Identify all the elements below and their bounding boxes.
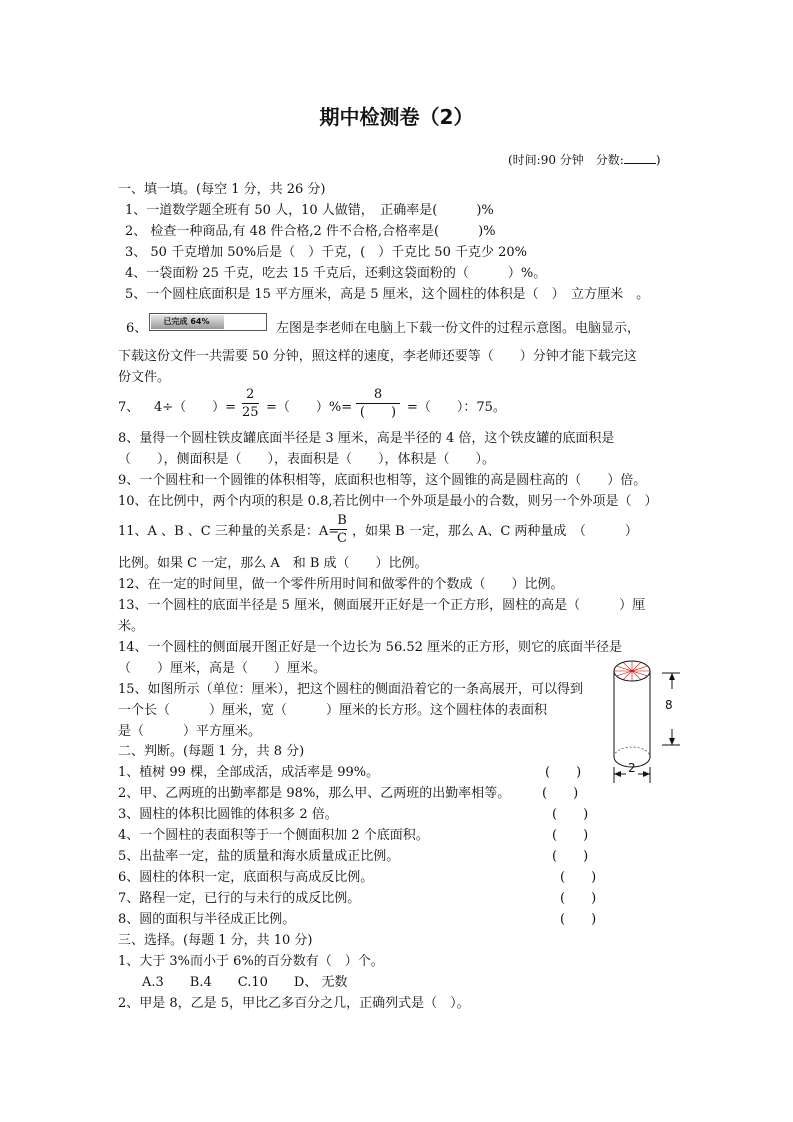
fraction-2-denominator: ( ) xyxy=(359,405,397,420)
question-1-6-text-c: 份文件。 xyxy=(118,370,171,385)
judge-item: 4、一个圆柱的表面积等于一个侧面积加 2 个底面积。 xyxy=(118,828,429,843)
question-1-9: 9、一个圆柱和一个圆锥的体积相等，底面积也相等，这个圆锥的高是圆柱高的（ ）倍。 xyxy=(118,473,647,488)
question-1-15-a: 15、如图所示（单位：厘米），把这个圆柱的侧面沿着它的一条高展开，可以得到 xyxy=(118,682,584,697)
fraction-b-numerator: B xyxy=(337,513,347,528)
fraction-b-bar xyxy=(337,529,347,530)
fraction-1-denominator: 25 xyxy=(242,405,259,420)
question-1-11-a: 11、A 、B 、C 三种量的关系是：A= xyxy=(118,524,340,539)
cylinder-diameter-label: 2 xyxy=(628,761,636,775)
question-1-6-number: 6、 xyxy=(126,321,148,336)
fraction-1-numerator: 2 xyxy=(246,387,255,402)
exam-meta xyxy=(508,151,661,168)
question-1-5: 5、一个圆柱底面积是 15 平方厘米，高是 5 厘米，这个圆柱的体积是（ ） 立方厘米 。 xyxy=(125,287,650,302)
progress-label: 已完成 64% xyxy=(163,317,210,326)
score-blank xyxy=(624,151,656,164)
question-1-15-c: 是（ ）平方厘米。 xyxy=(118,724,262,739)
question-1-6-text-b: 下载这份文件一共需要 50 分钟，照这样的速度，李老师还要等（ ）分钟才能下载完这 xyxy=(118,349,637,364)
question-1-8-a: 8、量得一个圆柱铁皮罐底面半径是 3 厘米，高是半径的 4 倍，这个铁皮罐的底面积是 xyxy=(118,431,615,446)
question-1-14-b: （ ）厘米，高是（ ）厘米。 xyxy=(118,661,327,676)
question-1-11-b: ，如果 B 一定，那么 A、C 两种量成 （ ） xyxy=(352,524,638,539)
question-1-7-part-a: 4÷（ ）= xyxy=(154,400,237,415)
question-1-11-fraction xyxy=(337,513,347,546)
question-1-8-b: （ ），侧面积是（ ），表面积是（ ），体积是（ ）。 xyxy=(118,452,496,467)
judge-item: 8、圆的面积与半径成正比例。 xyxy=(118,912,296,927)
question-1-13-b: 米。 xyxy=(118,619,145,634)
answer-paren[interactable]: ( ) xyxy=(545,765,582,780)
judge-item: 1、植树 99 棵，全部成活，成活率是 99%。 xyxy=(118,765,380,780)
question-1-7-fraction-1 xyxy=(242,387,259,420)
answer-paren[interactable]: ( ) xyxy=(542,786,579,801)
judge-item: 3、圆柱的体积比圆锥的体积多 2 倍。 xyxy=(118,807,338,822)
judge-item: 7、路程一定，已行的与未行的成反比例。 xyxy=(118,891,361,906)
question-1-10: 10、在比例中，两个内项的积是 0.8,若比例中一个外项是最小的合数，则另一个外项是（ ） xyxy=(118,494,658,509)
answer-paren[interactable]: ( ) xyxy=(560,891,597,906)
fraction-2-numerator: 8 xyxy=(373,387,383,402)
section2-heading: 二、判断。(每题 1 分，共 8 分) xyxy=(118,744,305,759)
fraction-c-denominator: C xyxy=(337,531,347,546)
question-1-14-a: 14、一个圆柱的侧面展开图正好是一个边长为 56.52 厘米的正方形，则它的底面半径是 xyxy=(118,640,623,655)
choice-question-1: 1、大于 3%而小于 6%的百分数有（ ）个。 xyxy=(118,954,384,969)
question-1-6-text-a: 左图是李老师在电脑上下载一份文件的过程示意图。电脑显示， xyxy=(276,321,641,336)
cylinder-drawing xyxy=(612,653,686,795)
page-title: 期中检测卷（2） xyxy=(319,105,474,129)
exam-meta-close: ) xyxy=(655,153,661,167)
section1-heading: 一、填一填。(每空 1 分，共 26 分) xyxy=(118,182,326,197)
question-1-1: 1、一道数学题全班有 50 人，10 人做错， 正确率是( )% xyxy=(125,203,494,218)
question-1-3: 3、 50 千克增加 50%后是（ ）千克，( ）千克比 50 千克少 20% xyxy=(125,245,528,260)
cylinder-height-label: 8 xyxy=(665,698,673,712)
question-1-2: 2、 检查一种商品,有 48 件合格,2 件不合格,合格率是( )% xyxy=(125,224,496,239)
question-1-4: 4、一袋面粉 25 千克，吃去 15 千克后，还剩这袋面粉的（ ）%。 xyxy=(125,266,547,281)
fraction-1-bar xyxy=(242,403,259,404)
download-progress-bar xyxy=(149,313,267,331)
judge-item: 2、甲、乙两班的出勤率都是 98%，那么甲、乙两班的出勤率相等。 xyxy=(118,786,511,801)
question-1-13-a: 13、一个圆柱的底面半径是 5 厘米，侧面展开正好是一个正方形，圆柱的高是（ ）厘 xyxy=(118,598,646,613)
choice-question-2: 2、甲是 8，乙是 5，甲比乙多百分之几，正确列式是（ ）。 xyxy=(118,996,470,1011)
judge-item: 5、出盐率一定，盐的质量和海水质量成正比例。 xyxy=(118,849,400,864)
answer-paren[interactable]: ( ) xyxy=(552,849,589,864)
judge-item: 6、圆柱的体积一定，底面积与高成反比例。 xyxy=(118,870,374,885)
answer-paren[interactable]: ( ) xyxy=(552,828,589,843)
answer-paren[interactable]: ( ) xyxy=(560,870,597,885)
choice-question-1-options: A.3 B.4 C.10 D、 无数 xyxy=(142,975,348,990)
exam-meta-text: (时间:90 分钟 分数: xyxy=(508,153,624,167)
cylinder-figure xyxy=(612,653,686,795)
question-1-12: 12、在一定的时间里，做一个零件所用时间和做零件的个数成（ ）比例。 xyxy=(118,577,564,592)
question-1-11-c: 比例。如果 C 一定，那么 A 和 B 成（ ）比例。 xyxy=(118,556,428,571)
question-1-7-number: 7、 xyxy=(118,400,140,415)
question-1-7-part-b: =（ ）%= xyxy=(266,400,353,415)
answer-paren[interactable]: ( ) xyxy=(552,807,589,822)
question-1-7-part-c: =（ ）：75。 xyxy=(407,400,506,415)
question-1-7-fraction-2 xyxy=(356,387,400,420)
fraction-2-bar xyxy=(356,403,400,404)
question-1-15-b: 一个长（ ）厘米，宽（ ）厘米的长方形。这个圆柱体的表面积 xyxy=(118,703,548,718)
answer-paren[interactable]: ( ) xyxy=(560,912,597,927)
section3-heading: 三、选择。(每题 1 分，共 10 分) xyxy=(118,933,313,948)
